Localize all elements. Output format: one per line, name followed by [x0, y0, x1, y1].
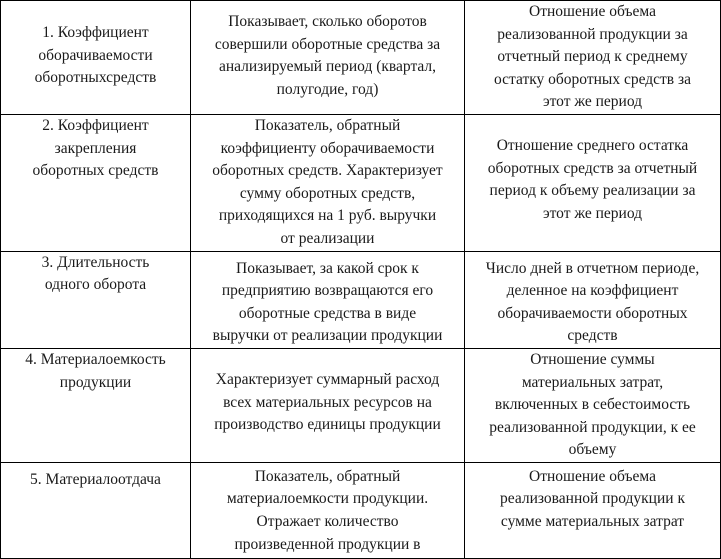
text-line: остатку оборотных средств за: [494, 70, 691, 88]
text-line: 1. Коэффициент: [42, 24, 149, 41]
text-line: выручки от реализации продукции: [212, 327, 443, 345]
indicator-name-cell: [1, 462, 191, 558]
text-line: предприятию возвращаются его: [221, 282, 434, 300]
text-line: оборотные средства в виде: [238, 304, 417, 322]
text-line: Показатель, обратный: [254, 116, 401, 134]
text-line: продукции: [59, 373, 132, 391]
description-cell: [191, 251, 465, 348]
text-line: оборачиваемости оборотных: [497, 304, 688, 322]
text-line: сумму оборотных средств,: [239, 184, 416, 202]
text-line: одного оборота: [44, 276, 147, 294]
text-line: 2. Коэффициент: [42, 116, 149, 134]
text-line: 5. Материалоотдача: [30, 470, 161, 488]
table-row: [1, 1, 721, 115]
text-line: Отношение объема: [529, 467, 656, 485]
text-line: полугодие, год): [276, 80, 379, 98]
text-line: закрепления: [54, 139, 137, 157]
text-line: оборачиваемости: [38, 46, 153, 64]
text-line: производство единицы продукции: [214, 416, 441, 434]
indicator-name-cell: [1, 1, 191, 115]
indicator-name-cell: [1, 251, 191, 348]
indicator-name-cell: [1, 348, 191, 462]
description-cell: [191, 462, 465, 558]
text-line: Отношение объема: [529, 3, 656, 20]
text-line: период к объему реализации за: [489, 182, 696, 200]
text-line: приходящихся на 1 руб. выручки: [218, 207, 437, 225]
text-line: этот же период: [542, 93, 643, 111]
text-line: включенных в себестоимость: [494, 396, 691, 414]
table-row: [1, 462, 721, 558]
text-line: этот же период: [542, 204, 643, 222]
text-line: реализованной продукции за: [497, 25, 688, 43]
text-line: оборотных средств за отчетный: [487, 159, 698, 177]
text-line: Показывает, сколько оборотов: [228, 13, 427, 30]
formula-cell: [465, 251, 721, 348]
text-line: 3. Длительность: [41, 253, 150, 271]
text-line: всех материальных ресурсов на: [223, 393, 432, 411]
text-line: реализованной продукции к: [500, 490, 685, 508]
text-line: реализованной продукции, к ее: [489, 418, 696, 436]
text-line: Показатель, обратный: [254, 467, 401, 485]
formula-cell: [465, 1, 721, 115]
text-line: материальных затрат,: [521, 373, 664, 391]
text-line: деленное на коэффициент: [506, 282, 679, 300]
text-line: Отражает количество: [256, 513, 399, 531]
text-line: совершили оборотные средства за: [214, 35, 441, 53]
text-line: материалоемкости продукции.: [226, 490, 429, 508]
text-line: 4. Материалоемкость: [25, 350, 166, 368]
text-line: объему: [568, 441, 617, 459]
formula-cell: [465, 462, 721, 558]
text-line: произведенной продукции в: [234, 535, 421, 553]
description-cell: [191, 1, 465, 115]
description-cell: [191, 114, 465, 251]
formula-cell: [465, 348, 721, 462]
formula-cell: [465, 114, 721, 251]
text-line: отчетный период к среднему: [497, 48, 688, 66]
text-line: анализируемый период (квартал,: [218, 58, 437, 76]
table-row: [1, 114, 721, 251]
text-line: оборотныхсредств: [34, 69, 157, 87]
text-line: Число дней в отчетном периоде,: [485, 259, 700, 277]
text-line: сумме материальных затрат: [500, 513, 685, 531]
text-line: коэффициенту оборачиваемости: [220, 139, 435, 157]
text-line: средств: [567, 327, 618, 345]
text-line: оборотных средств. Характеризует: [212, 162, 443, 180]
text-line: от реализации: [280, 229, 375, 247]
text-line: оборотных средств: [32, 162, 159, 180]
text-line: Отношение среднего остатка: [496, 136, 689, 154]
text-line: Характеризует суммарный расход: [215, 370, 440, 388]
indicator-name-cell: [1, 114, 191, 251]
text-line: Отношение суммы: [530, 350, 655, 368]
table-row: [1, 251, 721, 348]
text-line: Показывает, за какой срок к: [236, 259, 419, 277]
table-row: [1, 348, 721, 462]
description-cell: [191, 348, 465, 462]
